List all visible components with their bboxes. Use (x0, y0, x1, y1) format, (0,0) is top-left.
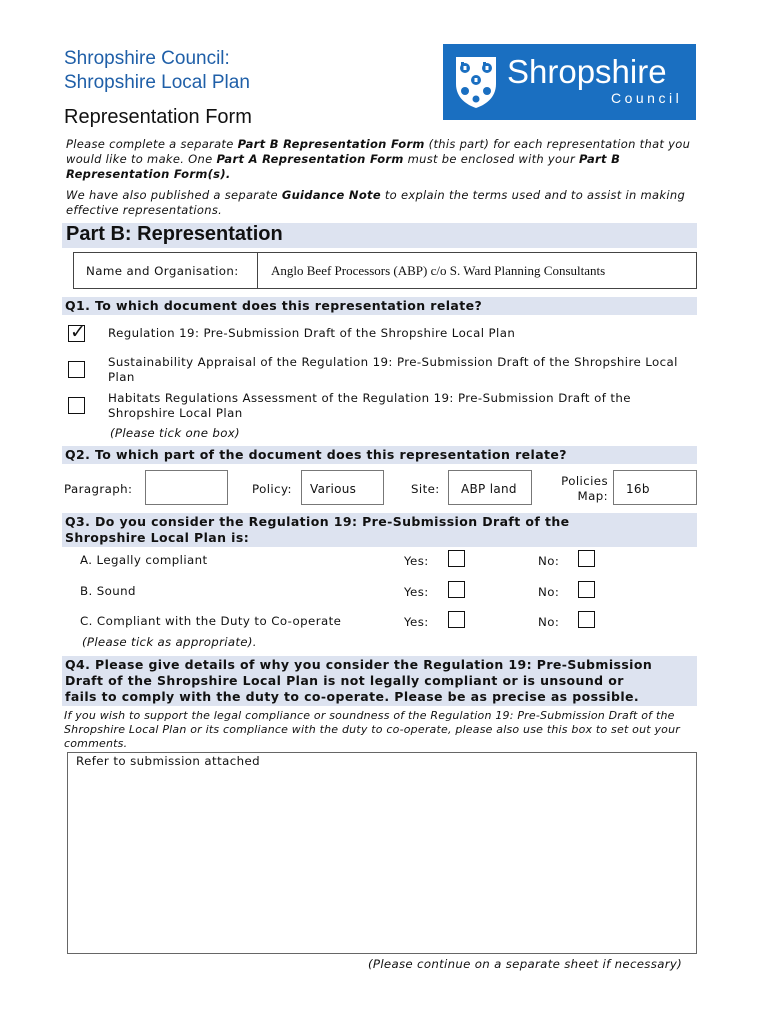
q1-header-band (62, 297, 697, 315)
part-b-header-band (62, 223, 697, 248)
q4-heading-line1: Q4. Please give details of why you consider the Regulation 19: Pre-Submission (65, 657, 653, 672)
q3-heading-line2: Shropshire Local Plan is: (65, 530, 250, 545)
q3-row-c-yes-label: Yes: (404, 615, 429, 629)
q3-row-b-yes-label: Yes: (404, 585, 429, 599)
q3-row-b-no-label: No: (538, 585, 560, 599)
divider (257, 253, 258, 288)
q3-row-a-yes-checkbox[interactable] (448, 550, 465, 567)
q3-header-band (62, 513, 697, 547)
council-title-line2: Shropshire Local Plan (64, 72, 250, 93)
q1-option-3-checkbox[interactable] (68, 397, 85, 414)
checkmark-icon: ✓ (70, 321, 86, 343)
intro-paragraph-2: We have also published a separate Guidance Note to explain the terms used and to assist in making effective representations. (66, 188, 686, 217)
q1-option-1-label: Regulation 19: Pre-Submission Draft of the Shropshire Local Plan (108, 326, 516, 340)
q3-row-c-label: C. Compliant with the Duty to Co-operate (80, 614, 342, 628)
shropshire-council-logo (443, 44, 696, 120)
q4-heading-line3: fails to comply with the duty to co-operate. Please be as precise as possible. (65, 689, 640, 704)
shield-crest-icon (453, 54, 499, 110)
q1-option-2-label: Sustainability Appraisal of the Regulation 19: Pre-Submission Draft of the Shropshire Local Plan (108, 355, 678, 384)
q4-heading-line2: Draft of the Shropshire Local Plan is not legally compliant or is unsound or (65, 673, 624, 688)
q4-instructions: If you wish to support the legal compliance or soundness of the Regulation 19: Pre-Submission Draft of the Shropshire Local Plan or its compliance with the duty to co-operate, please also use this box to set out your comments. (64, 709, 680, 750)
q3-row-c-no-checkbox[interactable] (578, 611, 595, 628)
logo-wordmark: Shropshire (507, 53, 667, 90)
q3-note: (Please tick as appropriate). (82, 635, 257, 649)
q4-answer-box[interactable] (67, 752, 697, 954)
q3-row-a-label: A. Legally compliant (80, 553, 208, 567)
q1-heading: Q1. To which document does this representation relate? (65, 298, 483, 313)
q4-header-band (62, 656, 697, 706)
site-field[interactable]: ABP land (448, 470, 532, 505)
q3-row-a-no-checkbox[interactable] (578, 550, 595, 567)
form-title: Representation Form (64, 106, 252, 128)
council-title-line1: Shropshire Council: (64, 48, 230, 69)
policy-field[interactable]: Various (301, 470, 384, 505)
paragraph-field[interactable] (145, 470, 228, 505)
q3-row-b-label: B. Sound (80, 584, 136, 598)
q2-header-band (62, 446, 697, 464)
q3-row-c-no-label: No: (538, 615, 560, 629)
intro-paragraph-1: Please complete a separate Part B Representation Form (this part) for each representation that you would like to make. One Part A Representation Form must be enclosed with your Part B Representation Form(s). (66, 137, 691, 181)
q3-row-b-no-checkbox[interactable] (578, 581, 595, 598)
policy-label: Policy: (252, 482, 292, 496)
name-organisation-label: Name and Organisation: (86, 264, 239, 278)
q3-row-b-yes-checkbox[interactable] (448, 581, 465, 598)
q3-row-a-yes-label: Yes: (404, 554, 429, 568)
q3-row-a-no-label: No: (538, 554, 560, 568)
name-organisation-value[interactable]: Anglo Beef Processors (ABP) c/o S. Ward Planning Consultants (271, 263, 606, 278)
logo-subtitle: Council (611, 90, 683, 106)
q1-option-3-label: Habitats Regulations Assessment of the Regulation 19: Pre-Submission Draft of the Shropshire Local Plan (108, 391, 631, 420)
policies-map-label: Policies Map: (561, 474, 608, 503)
paragraph-label: Paragraph: (64, 482, 133, 496)
name-organisation-row (73, 252, 697, 289)
q4-answer-text: Refer to submission attached (76, 754, 261, 768)
q1-option-1-checkbox[interactable] (68, 321, 86, 343)
q1-note: (Please tick one box) (110, 426, 240, 440)
continue-note: (Please continue on a separate sheet if necessary) (368, 957, 683, 971)
q1-option-2-checkbox[interactable] (68, 361, 85, 378)
q3-heading-line1: Q3. Do you consider the Regulation 19: Pre-Submission Draft of the (65, 514, 570, 529)
part-b-title: Part B: Representation (66, 223, 283, 245)
q3-row-c-yes-checkbox[interactable] (448, 611, 465, 628)
policies-map-field[interactable]: 16b (613, 470, 697, 505)
q2-heading: Q2. To which part of the document does this representation relate? (65, 447, 567, 462)
site-label: Site: (411, 482, 440, 496)
